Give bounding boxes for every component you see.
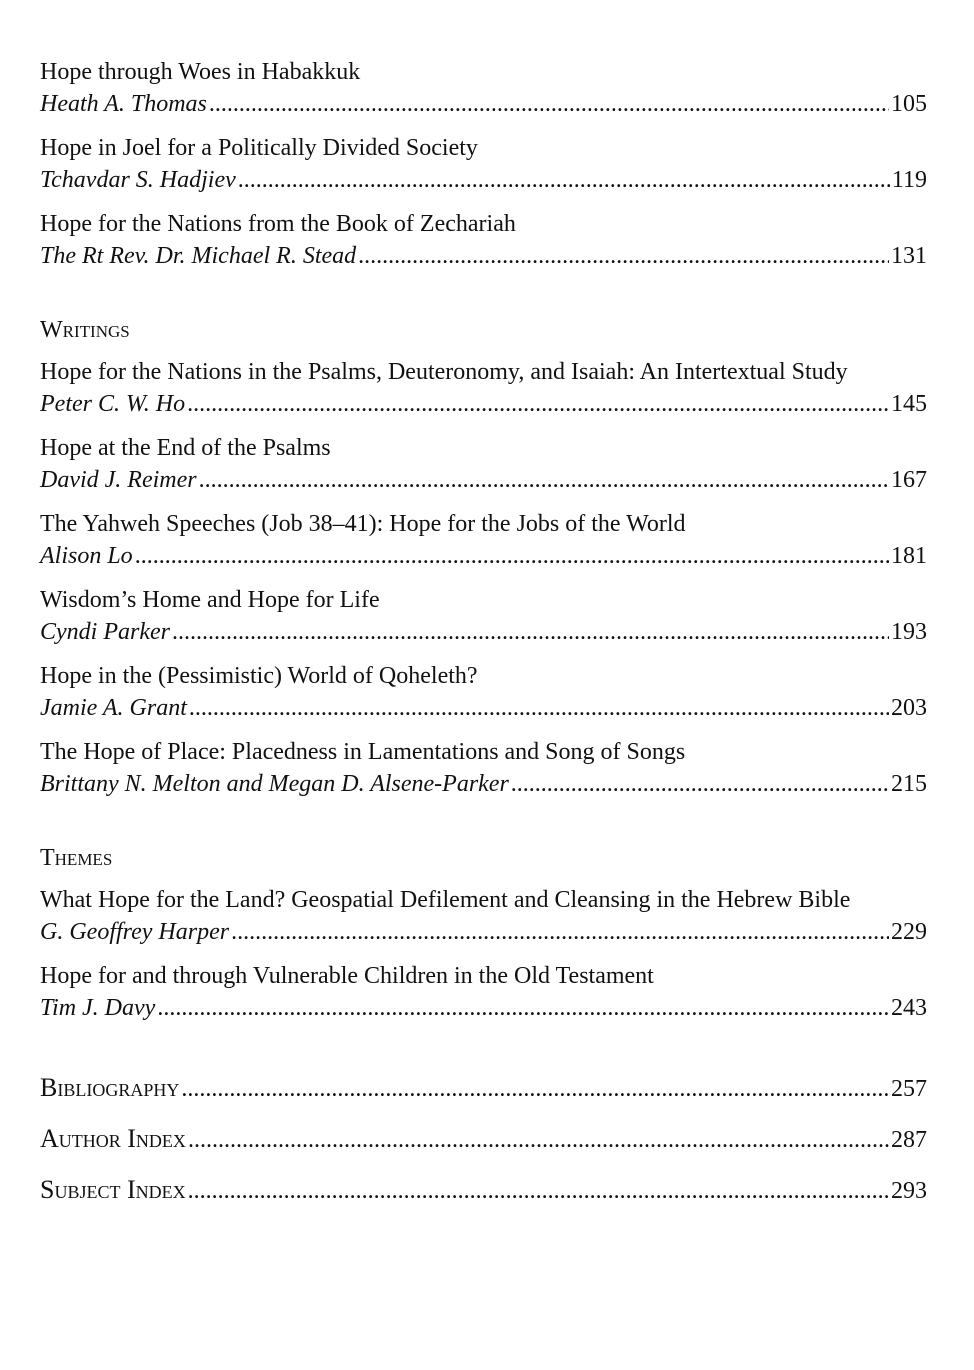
entry-author: David J. Reimer bbox=[40, 467, 197, 493]
entry-page-number: 181 bbox=[891, 543, 927, 569]
leader-dots bbox=[358, 240, 889, 272]
toc-entry-subject-index bbox=[40, 1174, 927, 1207]
entry-author: Brittany N. Melton and Megan D. Alsene-Parker bbox=[40, 771, 509, 797]
entry-title: Hope in Joel for a Politically Divided Society bbox=[40, 135, 478, 161]
entry-page-number: 229 bbox=[891, 919, 927, 945]
section-heading-themes: Themes bbox=[40, 845, 113, 871]
entry-title: The Hope of Place: Placedness in Lamentations and Song of Songs bbox=[40, 739, 686, 765]
toc-entry bbox=[40, 584, 927, 648]
back-matter-section bbox=[40, 1072, 927, 1207]
entry-author: Alison Lo bbox=[40, 543, 133, 569]
leader-dots bbox=[135, 540, 889, 572]
entry-page-number: 203 bbox=[891, 695, 927, 721]
toc-entry bbox=[40, 56, 927, 120]
leader-dots bbox=[209, 88, 889, 120]
leader-dots bbox=[188, 1175, 889, 1207]
entry-page-number: 293 bbox=[891, 1178, 927, 1204]
toc-entry bbox=[40, 960, 927, 1024]
entry-page-number: 119 bbox=[891, 167, 927, 193]
entry-page-number: 167 bbox=[891, 467, 927, 493]
entry-page-number: 257 bbox=[891, 1076, 927, 1102]
section-heading-writings: Writings bbox=[40, 317, 130, 343]
entry-page-number: 145 bbox=[891, 391, 927, 417]
toc-entry bbox=[40, 884, 927, 948]
back-matter-label: Author Index bbox=[40, 1124, 186, 1153]
leader-dots bbox=[187, 388, 889, 420]
leader-dots bbox=[172, 616, 889, 648]
entry-page-number: 193 bbox=[891, 619, 927, 645]
leader-dots bbox=[181, 1073, 889, 1105]
entry-author: Tim J. Davy bbox=[40, 995, 156, 1021]
back-matter-label: Bibliography bbox=[40, 1073, 180, 1102]
toc-entry bbox=[40, 508, 927, 572]
entry-title: Hope for the Nations from the Book of Zechariah bbox=[40, 211, 516, 237]
themes-section bbox=[40, 842, 927, 1024]
leader-dots bbox=[199, 464, 889, 496]
prophets-continued-section bbox=[40, 56, 927, 272]
entry-author: G. Geoffrey Harper bbox=[40, 919, 230, 945]
entry-title: Hope for and through Vulnerable Children in the Old Testament bbox=[40, 963, 654, 989]
toc-entry bbox=[40, 736, 927, 800]
entry-page-number: 287 bbox=[891, 1127, 927, 1153]
entry-title: Wisdom’s Home and Hope for Life bbox=[40, 587, 380, 613]
leader-dots bbox=[157, 992, 889, 1024]
entry-title: Hope through Woes in Habakkuk bbox=[40, 59, 361, 85]
toc-entry bbox=[40, 432, 927, 496]
entry-title: Hope for the Nations in the Psalms, Deuteronomy, and Isaiah: An Intertextual Study bbox=[40, 359, 848, 385]
leader-dots bbox=[188, 1124, 889, 1156]
leader-dots bbox=[511, 768, 889, 800]
back-matter-label: Subject Index bbox=[40, 1175, 186, 1204]
entry-page-number: 215 bbox=[891, 771, 927, 797]
entry-page-number: 131 bbox=[891, 243, 927, 269]
entry-author: The Rt Rev. Dr. Michael R. Stead bbox=[40, 243, 357, 269]
entry-title: Hope at the End of the Psalms bbox=[40, 435, 331, 461]
entry-author: Jamie A. Grant bbox=[40, 695, 187, 721]
toc-entry-bibliography bbox=[40, 1072, 927, 1105]
entry-title: What Hope for the Land? Geospatial Defilement and Cleansing in the Hebrew Bible bbox=[40, 887, 851, 913]
entry-page-number: 243 bbox=[891, 995, 927, 1021]
toc-entry bbox=[40, 660, 927, 724]
toc-entry bbox=[40, 356, 927, 420]
entry-author: Cyndi Parker bbox=[40, 619, 170, 645]
entry-author: Peter C. W. Ho bbox=[40, 391, 186, 417]
entry-author: Tchavdar S. Hadjiev bbox=[40, 167, 236, 193]
leader-dots bbox=[238, 164, 890, 196]
toc-entry bbox=[40, 132, 927, 196]
entry-title: The Yahweh Speeches (Job 38–41): Hope for the Jobs of the World bbox=[40, 511, 686, 537]
entry-title: Hope in the (Pessimistic) World of Qoheleth? bbox=[40, 663, 478, 689]
writings-section bbox=[40, 314, 927, 800]
toc-entry-author-index bbox=[40, 1123, 927, 1156]
table-of-contents-page bbox=[40, 56, 927, 1225]
toc-entry bbox=[40, 208, 927, 272]
leader-dots bbox=[231, 916, 889, 948]
leader-dots bbox=[189, 692, 889, 724]
entry-page-number: 105 bbox=[891, 91, 927, 117]
entry-author: Heath A. Thomas bbox=[40, 91, 207, 117]
